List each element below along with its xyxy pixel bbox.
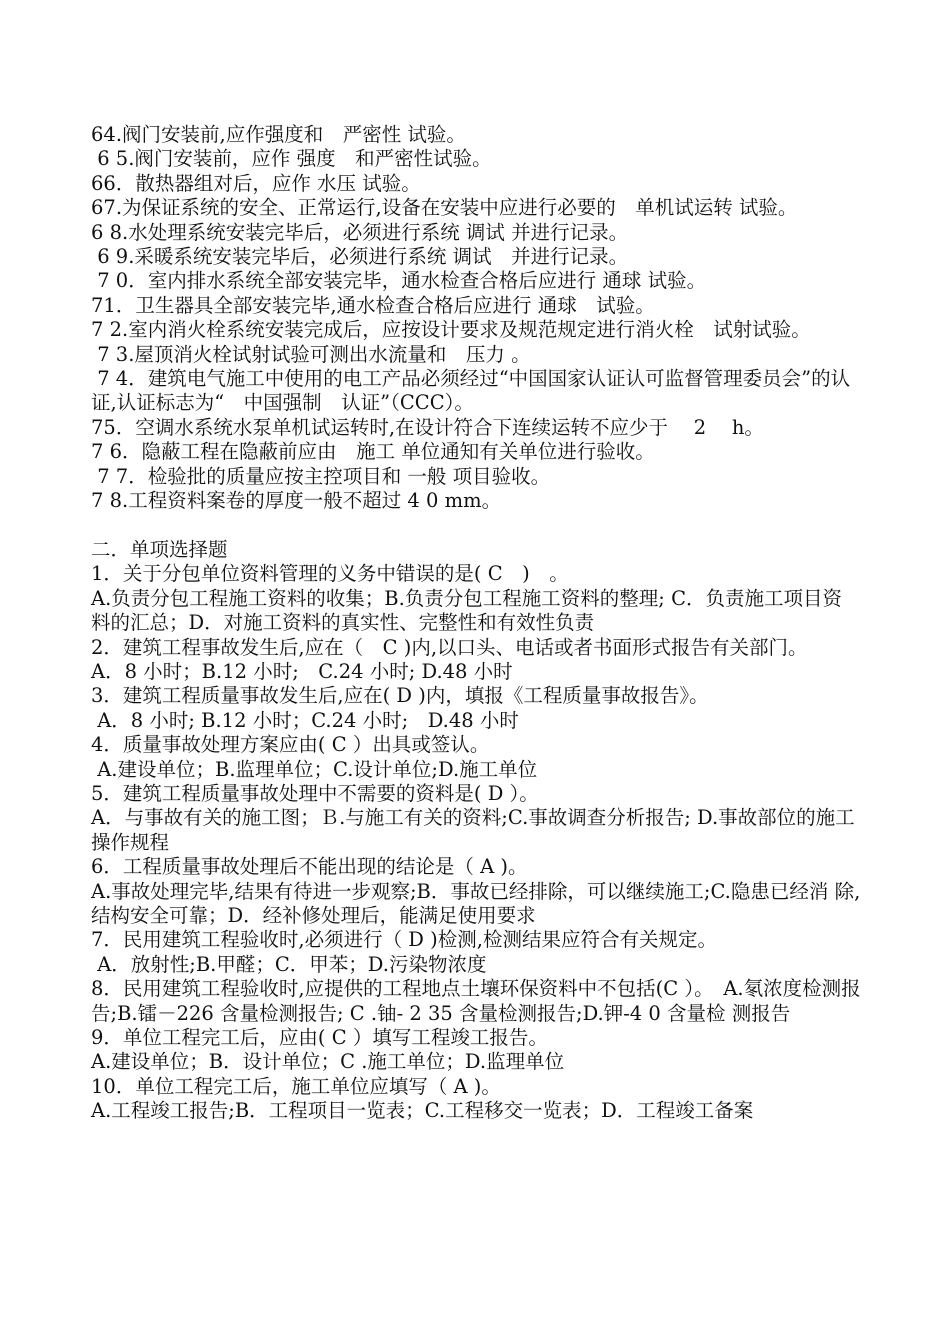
question-7-options: A．放射性;B.甲醛；C．甲苯；D.污染物浓度 — [91, 952, 487, 976]
question-8: 8．民用建筑工程验收时,应提供的工程地点土壤环保资料中不包括(C ）。 A.氡浓度检测报告;B.镭－226 含量检测报告; C .铀- 2 35 含量检测报告;D.钾-4 0 含量检 测报告 — [91, 977, 861, 1025]
fill-item-70: 7 0．室内排水系统全部安装完毕，通水检查合格后应进行 通球 试验。 — [91, 269, 707, 293]
section-heading: 二．单项选择题 — [91, 537, 228, 561]
question-6: 6．工程质量事故处理后不能出现的结论是（ A )。 — [91, 855, 528, 879]
question-3-options: A．8 小时; B.12 小时；C.24 小时; D.48 小时 — [91, 708, 519, 732]
fill-item-69: 6 9.采暖系统安装完毕后，必须进行系统 调试 并进行记录。 — [91, 245, 629, 269]
fill-item-68: 6 8.水处理系统安装完毕后，必须进行系统 调试 并进行记录。 — [91, 220, 629, 244]
fill-item-73: 7 3.屋顶消火栓试射试验可测出水流量和 压力 。 — [91, 342, 531, 366]
fill-item-72: 7 2.室内消火栓系统安装完成后，应按设计要求及规范规定进行消火栓 试射试验。 — [91, 318, 811, 342]
question-3: 3．建筑工程质量事故发生后,应在( D )内，填报《工程质量事故报告》。 — [91, 684, 709, 708]
fill-item-67: 67.为保证系统的安全、正常运行,设备在安装中应进行必要的 单机试运转 试验。 — [91, 196, 798, 220]
fill-item-76: 7 6．隐蔽工程在隐蔽前应由 施工 单位通知有关单位进行验收。 — [91, 440, 655, 464]
question-2-options: A．8 小时；B.12 小时; C.24 小时; D.48 小时 — [91, 659, 513, 683]
question-6-options: A.事故处理完毕,结果有待进一步观察;B．事故已经排除，可以继续施工;C.隐患已经消 除,结构安全可靠；D．经补修处理后，能满足使用要求 — [91, 879, 861, 927]
question-4: 4．质量事故处理方案应由( C ）出具或签认。 — [91, 733, 490, 757]
fill-item-75: 75．空调水系统水泵单机试运转时,在设计符合下连续运转不应少于 2 h。 — [91, 415, 764, 439]
fill-item-71: 71．卫生器具全部安装完毕,通水检查合格后应进行 通球 试验。 — [91, 293, 655, 317]
choice-section — [91, 538, 861, 1124]
question-2: 2．建筑工程事故发生后,应在（ C )内,以口头、电话或者书面形式报告有关部门。 — [91, 635, 808, 659]
question-1: 1．关于分包单位资料管理的义务中错误的是( C ) 。 — [91, 562, 569, 586]
document-page — [91, 123, 861, 1124]
section-spacer — [91, 514, 861, 538]
fill-item-74: 7 4．建筑电气施工中使用的电工产品必须经过“中国国家认证认可监督管理委员会”的认证,认证标志为“ 中国强制 认证”（CCC）。 — [91, 367, 851, 415]
question-7: 7．民用建筑工程验收时,必须进行（ D )检测,检测结果应符合有关规定。 — [91, 928, 717, 952]
fill-item-77: 7 7．检验批的质量应按主控项目和 一般 项目验收。 — [91, 464, 551, 488]
fill-in-section — [91, 123, 861, 514]
fill-item-66: 66．散热器组对后，应作 水压 试验。 — [91, 171, 421, 195]
fill-item-65: 6 5.阀门安装前，应作 强度 和严密性试验。 — [91, 147, 492, 171]
fill-item-78: 7 8.工程资料案卷的厚度一般不超过 4 0 mm。 — [91, 489, 502, 513]
question-5-options: A．与事故有关的施工图；Ｂ.与施工有关的资料;C.事故调查分析报告; D.事故部位的施工 操作规程 — [91, 806, 861, 854]
question-9-options: A.建设单位；B．设计单位；C .施工单位；D.监理单位 — [91, 1050, 565, 1074]
question-9: 9．单位工程完工后，应由( C ）填写工程竣工报告。 — [91, 1026, 548, 1050]
fill-item-64: 64.阀门安装前,应作强度和 严密性 试验。 — [91, 123, 466, 146]
question-4-options: A.建设单位；B.监理单位；C.设计单位;D.施工单位 — [91, 757, 538, 781]
question-5: 5．建筑工程质量事故处理中不需要的资料是( D ）。 — [91, 781, 539, 805]
question-1-options: A.负责分包工程施工资料的收集；B.负责分包工程施工资料的整理; C．负责施工项目资 料的汇总；D．对施工资料的真实性、完整性和有效性负责 — [91, 586, 849, 635]
question-10-options: A.工程竣工报告;B．工程项目一览表；C.工程移交一览表；D．工程竣工备案 — [91, 1099, 754, 1123]
question-10: 10．单位工程完工后，施工单位应填写（ A )。 — [91, 1074, 501, 1098]
